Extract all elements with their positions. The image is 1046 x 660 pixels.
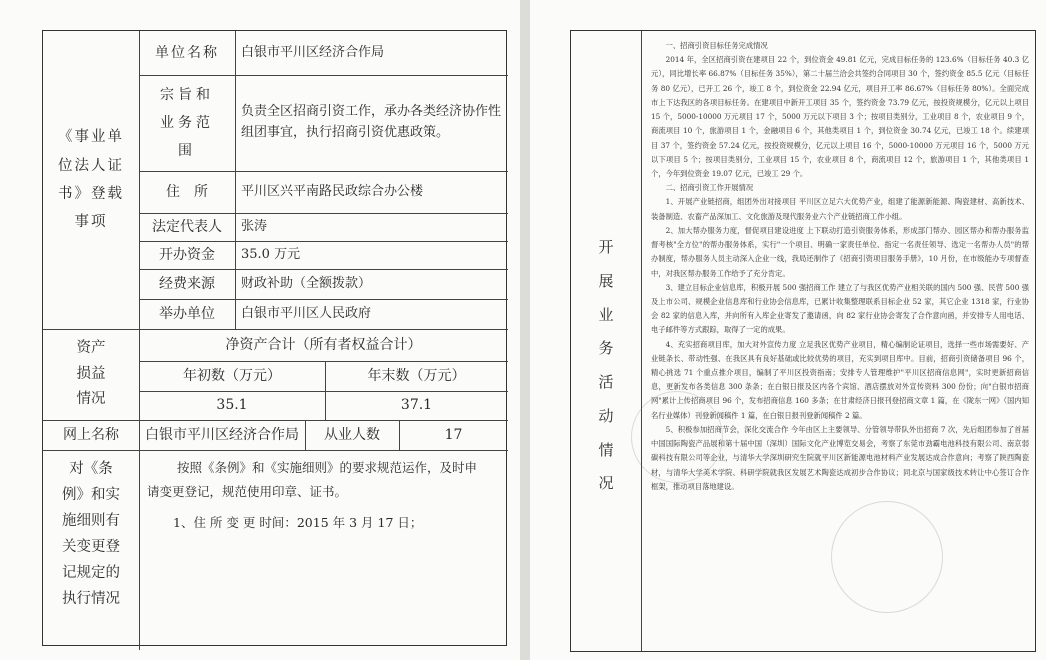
- paragraph-project-library: 4、充实招商项目库，加大对外宣传力度 立足我区优势产业项目，精心编制论证项目，选择一些市场需要好、产业链条长、带动性强、在我区具有良好基础或比较优势的项目，充实到项目库中。目前，招商引资储备项目 96 个，精心挑选 71 个重点推介项目，编制了平川区投资指南；安排专人管理维护"平川区招商信息网"，实时更新招商信息，更新发布各类信息 300 条条；在白银日报及区内各个宾馆、酒店摆放对外宣传资料 300 份份；向"白银市招商网"累计上传招商项目 96 个，发布招商信息 160 多条；在甘肃经济日报刊登招商文章 1 篇，在《陇东一网》（国内知名行业媒体）刊登新闻稿件 1 篇，在白银日报刊登新闻稿件 2 篇。: [651, 339, 1029, 420]
- paragraph-expos: 5、积极参加招商节会，深化交流合作 今年由区上主要领导、分管领导带队外出招商 7 次，先后组团参加了首届中国国际陶瓷产品展和第十届中国（深圳）国际文化产业博览交易会，考察了东莞市劲霸电池科技有限公司、南京弱碳科技有限公司等企业，与清华大学深圳研究生院就平川区新能源电池材料产业发展达成合作意向；考察了陕西陶瓷材，与清华大学美术学院、科研学院就我区发展艺术陶瓷达成初步合作协议；同北京与国家级技术转让中心签订合作框架，推动项目落地建设。: [651, 424, 1029, 491]
- compliance-line-3: 1、住 所 变 更 时间：2015 年 3 月 17 日；: [173, 515, 423, 530]
- paragraph-industry-chain: 1、开展产业链招商，组团外出对接项目 平川区立足六大优势产业，组建了能源新能源、陶瓷建材、高新技术、装备制造、农畜产品深加工、文化旅游及现代服务业六个产业链招商工作小组。: [651, 197, 1029, 221]
- purpose-label: 宗旨和业务范围: [160, 87, 214, 159]
- compliance-section-label: 对《条例》和实施细则有关变更登记规定的执行情况: [62, 461, 120, 608]
- purpose-value: 负责全区招商引资工作，承办各类经济协作性组团事宜，执行招商引资优惠政策。: [241, 104, 502, 140]
- assets-begin-value: 35.1: [216, 397, 248, 414]
- staff-count-value: 17: [444, 426, 463, 443]
- paragraph-targets: 2014 年，全区招商引资在建项目 22 个，到位资金 49.81 亿元，完成目标任务的 123.6%（目标任务 40.3 亿元），同比增长率 66.87%（目标任务 35%），第二十届兰洽会共签约合同项目 30 个，签约资金 85.5 亿元（目标任务 80 亿元），已开工 26 个，竣工 8 个，到位资金 22.94 亿元，项目开工率 86.67%（目标任务 80%）。全面完成市上下达我区的各项目标任务。在建项目中新开工项目 35 个，签约资金 73.79 亿元，按投资规模分，亿元以上项目 15 个，5000-10000 万元项目 17 个，5000 万元以下项目 3 个；按项目类别分，工业项目 8 个，农业项目 9 个，商流项目 10 个，旅游项目 1 个，金融项目 6 个，其他类项目 1 个，到位资金 30.74 亿元，已竣工 18 个。续建项目 37 个，签约资金 57.24 亿元，按投资规模分，亿元以上项目 16 个，5000-10000 万元项目 16 个，5000 万元以下项目 5 个；按项目类别分，工业项目 15 个，农业项目 8 个，商流项目 12 个，旅游项目 1 个，其他类项目 1 个，今年到位资金 19.07 亿元，已竣工 29 个。: [651, 55, 1029, 178]
- assets-begin-header: 年初数（万元）: [183, 367, 281, 384]
- activities-section-label: 开展业务活动情况: [598, 238, 614, 493]
- page-gutter: [520, 0, 530, 660]
- legal-rep-label: 法定代表人: [152, 218, 222, 235]
- address-value: 平川区兴平南路民政综合办公楼: [241, 184, 424, 200]
- compliance-line-2: 请变更登记，规范使用印章、证书。: [147, 484, 348, 499]
- capital-label: 开办资金: [159, 246, 215, 263]
- compliance-line-1: 按照《条例》和《实施细则》的要求规范运作，及时申: [177, 460, 478, 475]
- unit-name-label: 单位名称: [155, 44, 219, 61]
- sponsor-label: 举办单位: [159, 305, 215, 322]
- legal-rep-value: 张涛: [241, 219, 268, 235]
- activities-table: [570, 30, 1036, 652]
- assets-end-header: 年末数（万元）: [367, 367, 466, 384]
- staff-count-label: 从业人数: [324, 426, 380, 443]
- unit-name-value: 白银市平川区经济合作局: [241, 45, 385, 61]
- sponsor-value: 白银市平川区人民政府: [241, 306, 372, 322]
- address-label: 住 所: [166, 183, 208, 200]
- paragraph-service: 2、加大帮办服务力度，督促项目建设进度 上下联动打造引资服务体系，形成部门帮办、园区帮办和帮办服务监督考核"全方位"的帮办服务体系，实行"一个项目、明确一家责任单位、指定一名责任领导、选定一名帮办人员"的帮办制度，帮办服务人员主动深入企业一线，我局还制作了《招商引资项目服务手册》，10 月份，在市级能办专项督查中，对我区帮办服务工作给予了充分肯定。: [651, 225, 1029, 278]
- faint-seal-stamp-2: [831, 501, 943, 613]
- online-name-label: 网上名称: [63, 426, 119, 443]
- activities-text: [651, 39, 1029, 494]
- left-page: [0, 0, 520, 660]
- funding-value: 财政补助（全额拨款）: [241, 276, 372, 292]
- heading-work: 二、招商引资工作开展情况: [665, 183, 754, 193]
- registration-table: [42, 30, 507, 646]
- funding-label: 经费来源: [159, 275, 215, 292]
- assets-end-value: 37.1: [400, 397, 433, 414]
- paragraph-enterprise-db: 3、建立目标企业信息库，积极开展 500 强招商工作 建立了与我区优势产业相关联的国内 500 强、民营 500 强及上市公司、规模企业信息库和行业协会信息库，已累计收集整理联系目标企业 52 家，其它企业 1318 家，行业协会 82 家的信息入库，并向所有入库企业寄发了邀请函，向 82 家行业协会寄发了合作意向函，并安排专人用电话、电子邮件等方式跟踪，取得了一定的成果。: [651, 282, 1029, 335]
- net-assets-header: 净资产合计（所有者权益合计）: [225, 336, 422, 353]
- capital-value: 35.0 万元: [241, 247, 301, 263]
- online-name-value: 白银市平川区经济合作局: [145, 426, 299, 443]
- right-page: [530, 0, 1046, 660]
- assets-section-label: 资产损益情况: [76, 340, 106, 408]
- registration-section-label: 《事业单位法人证书》登载事项: [58, 129, 124, 231]
- heading-targets: 一、招商引资目标任务完成情况: [665, 41, 768, 50]
